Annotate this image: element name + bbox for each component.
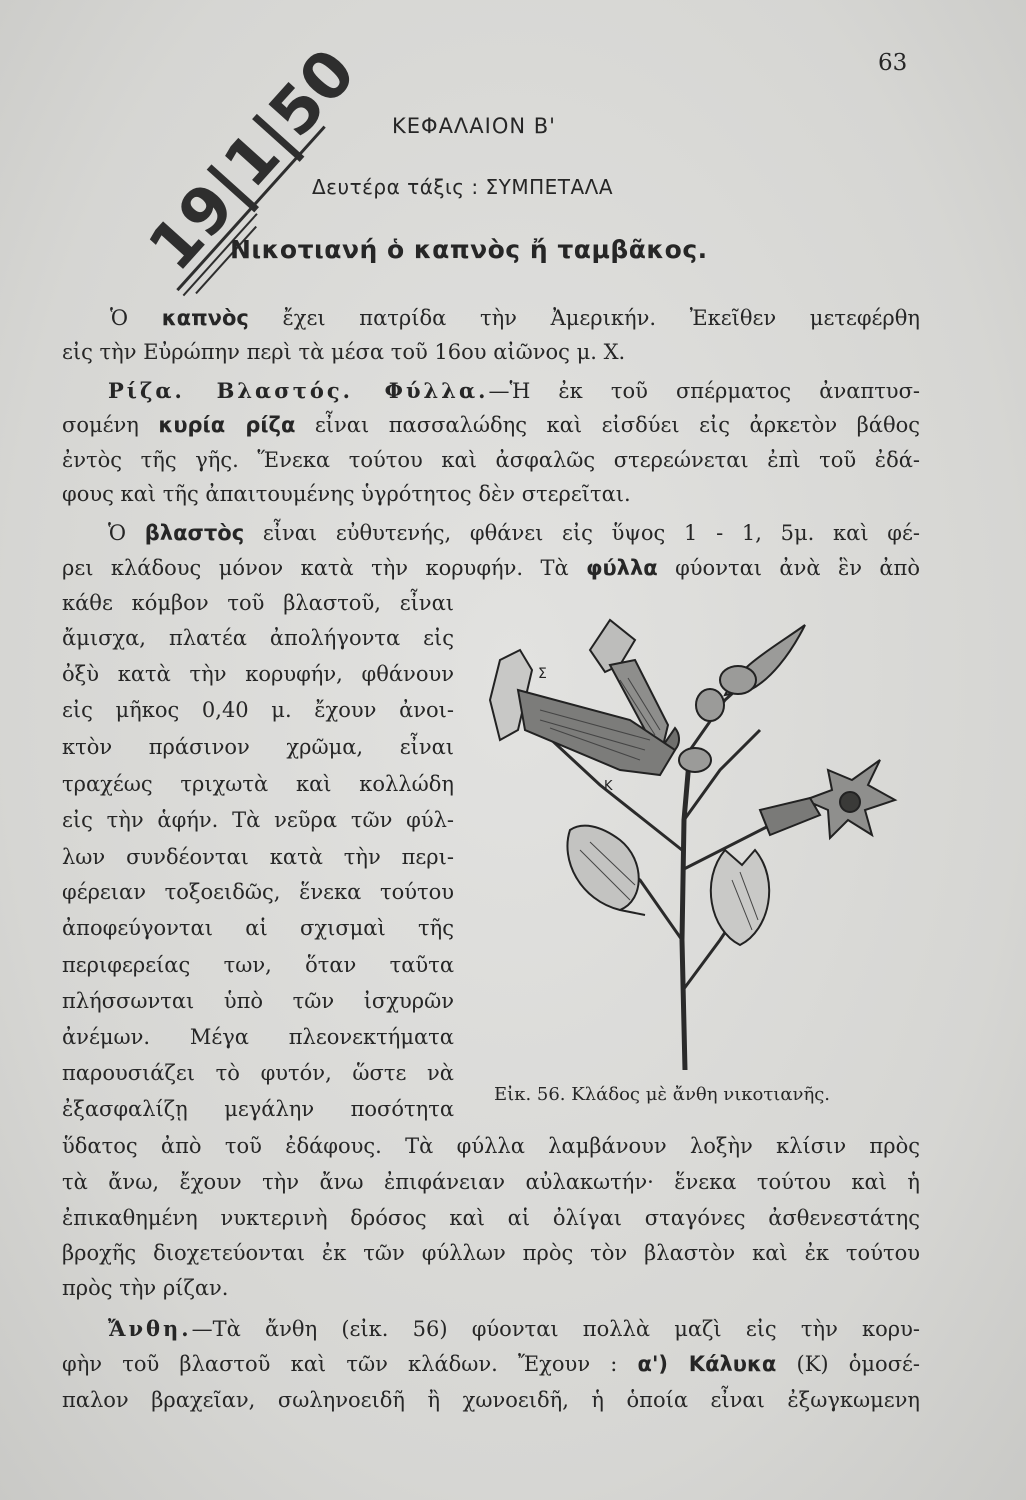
figure-caption: Εἰκ. 56. Κλάδος μὲ ἄνθη νικοτιανῆς. [494,1084,831,1105]
tobacco-flower-illustration [470,610,920,1080]
text-line: πρὸς τὴν ρίζαν. [62,1276,229,1300]
text-line: παρουσιάζει τὸ φυτόν, ὥστε νὰ [62,1061,454,1085]
text-line: ρει κλάδους μόνον κατὰ τὴν κορυφήν. Τὰ φύλλα φύονται ἀνὰ ἓν ἀπὸ [62,556,921,580]
figure-label-k: Κ [604,779,613,794]
text-line: Ἄνθη.—Τὰ ἄνθη (εἰκ. 56) φύονται πολλὰ μαζὶ εἰς τὴν κορυ- [108,1316,920,1341]
text-line: ἀνέμων. Μέγα πλεονεκτήματα [62,1025,454,1049]
text-line: τραχέως τριχωτὰ καὶ κολλώδη [62,772,454,796]
text-line: βροχῆς διοχετεύονται ἐκ τῶν φύλλων πρὸς τὸν βλαστὸν καὶ ἐκ τούτου [62,1241,920,1265]
text-line: φους καὶ τῆς ἀπαιτουμένης ὑγρότητος δὲν στερεῖται. [62,482,631,506]
flower-bud-left [567,826,645,915]
text-line: κάθε κόμβον τοῦ βλαστοῦ, εἶναι [62,591,454,615]
text-line: ἄμισχα, πλατέα ἀπολήγοντα εἰς [62,626,454,650]
text-line: περιφερείας των, ὅταν ταῦτα [62,953,454,977]
text-line: φέρειαν τοξοειδῶς, ἕνεκα τούτου [62,880,454,904]
text-line: λων συνδέονται κατὰ τὴν περι- [62,845,454,869]
text-line: εἰς τὴν Εὐρώπην περὶ τὰ μέσα τοῦ 16ου αἰῶνος μ. Χ. [62,340,626,364]
page-number: 63 [878,50,908,76]
text-line: εἰς μῆκος 0,40 μ. ἔχουν ἀνοι- [62,698,454,722]
flower-bud-right [711,850,769,945]
chapter-heading: ΚΕΦΑΛΑΙΟΝ Β' [392,114,556,138]
page-title: Νικοτιανή ὁ καπνὸς ἤ ταμβᾶκος. [230,235,708,264]
text-line: εἰς τὴν ἁφήν. Τὰ νεῦρα τῶν φύλ- [62,808,454,832]
section-subtitle: Δευτέρα τάξις : ΣΥΜΠΕΤΑΛΑ [312,175,614,199]
text-line: τὰ ἄνω, ἔχουν τὴν ἄνω ἐπιφάνειαν αὐλακωτήν· ἕνεκα τούτου καὶ ἡ [62,1170,920,1194]
text-line: παλον βραχεῖαν, σωληνοειδῆ ἢ χωνοειδῆ, ἡ ὁποία εἶναι ἐξωγκωμενη [62,1388,920,1412]
text-line: φὴν τοῦ βλαστοῦ καὶ τῶν κλάδων. Ἔχουν : α') Κάλυκα (Κ) ὁμοσέ- [62,1352,921,1376]
text-line: Ὁ βλαστὸς εἶναι εὐθυτενής, φθάνει εἰς ὕψος 1 - 1, 5μ. καὶ φέ- [108,521,920,545]
text-line: ἐπικαθημένη νυκτερινὴ δρόσος καὶ αἱ ὀλίγαι σταγόνες ἀσθενεστάτης [62,1206,920,1230]
stamp-number: 19|1|50 [134,35,371,286]
text-line: πλήσσωνται ὑπὸ τῶν ἰσχυρῶν [62,989,454,1013]
text-line: Ρίζα. Βλαστός. Φύλλα.—Ἡ ἐκ τοῦ σπέρματος ἀναπτυσ- [108,378,921,403]
text-line: ὕδατος ἀπὸ τοῦ ἐδάφους. Τὰ φύλλα λαμβάνουν λοξὴν κλίσιν πρὸς [62,1134,920,1158]
text-line: Ὁ καπνὸς ἔχει πατρίδα τὴν Ἀμερικήν. Ἐκεῖθεν μετεφέρθη [110,306,920,330]
text-line: ἐξασφαλίζῃ μεγάλην ποσότητα [62,1097,454,1121]
figure-label-s: Σ [538,666,547,682]
text-line: ἀποφεύγονται αἱ σχισμαὶ τῆς [62,916,454,940]
text-line: ὀξὺ κατὰ τὴν κορυφήν, φθάνουν [62,662,454,686]
text-line: κτὸν πράσινον χρῶμα, εἶναι [62,735,454,759]
text-line: σομένη κυρία ρίζα εἶναι πασσαλώδης καὶ εἰσδύει εἰς ἀρκετὸν βάθος [62,413,921,437]
flower-right-star [760,760,895,838]
text-line: ἐντὸς τῆς γῆς. Ἕνεκα τούτου καὶ ἀσφαλῶς στερεώνεται ἐπὶ τοῦ ἐδά- [62,448,920,472]
handwritten-stamp [105,35,371,300]
